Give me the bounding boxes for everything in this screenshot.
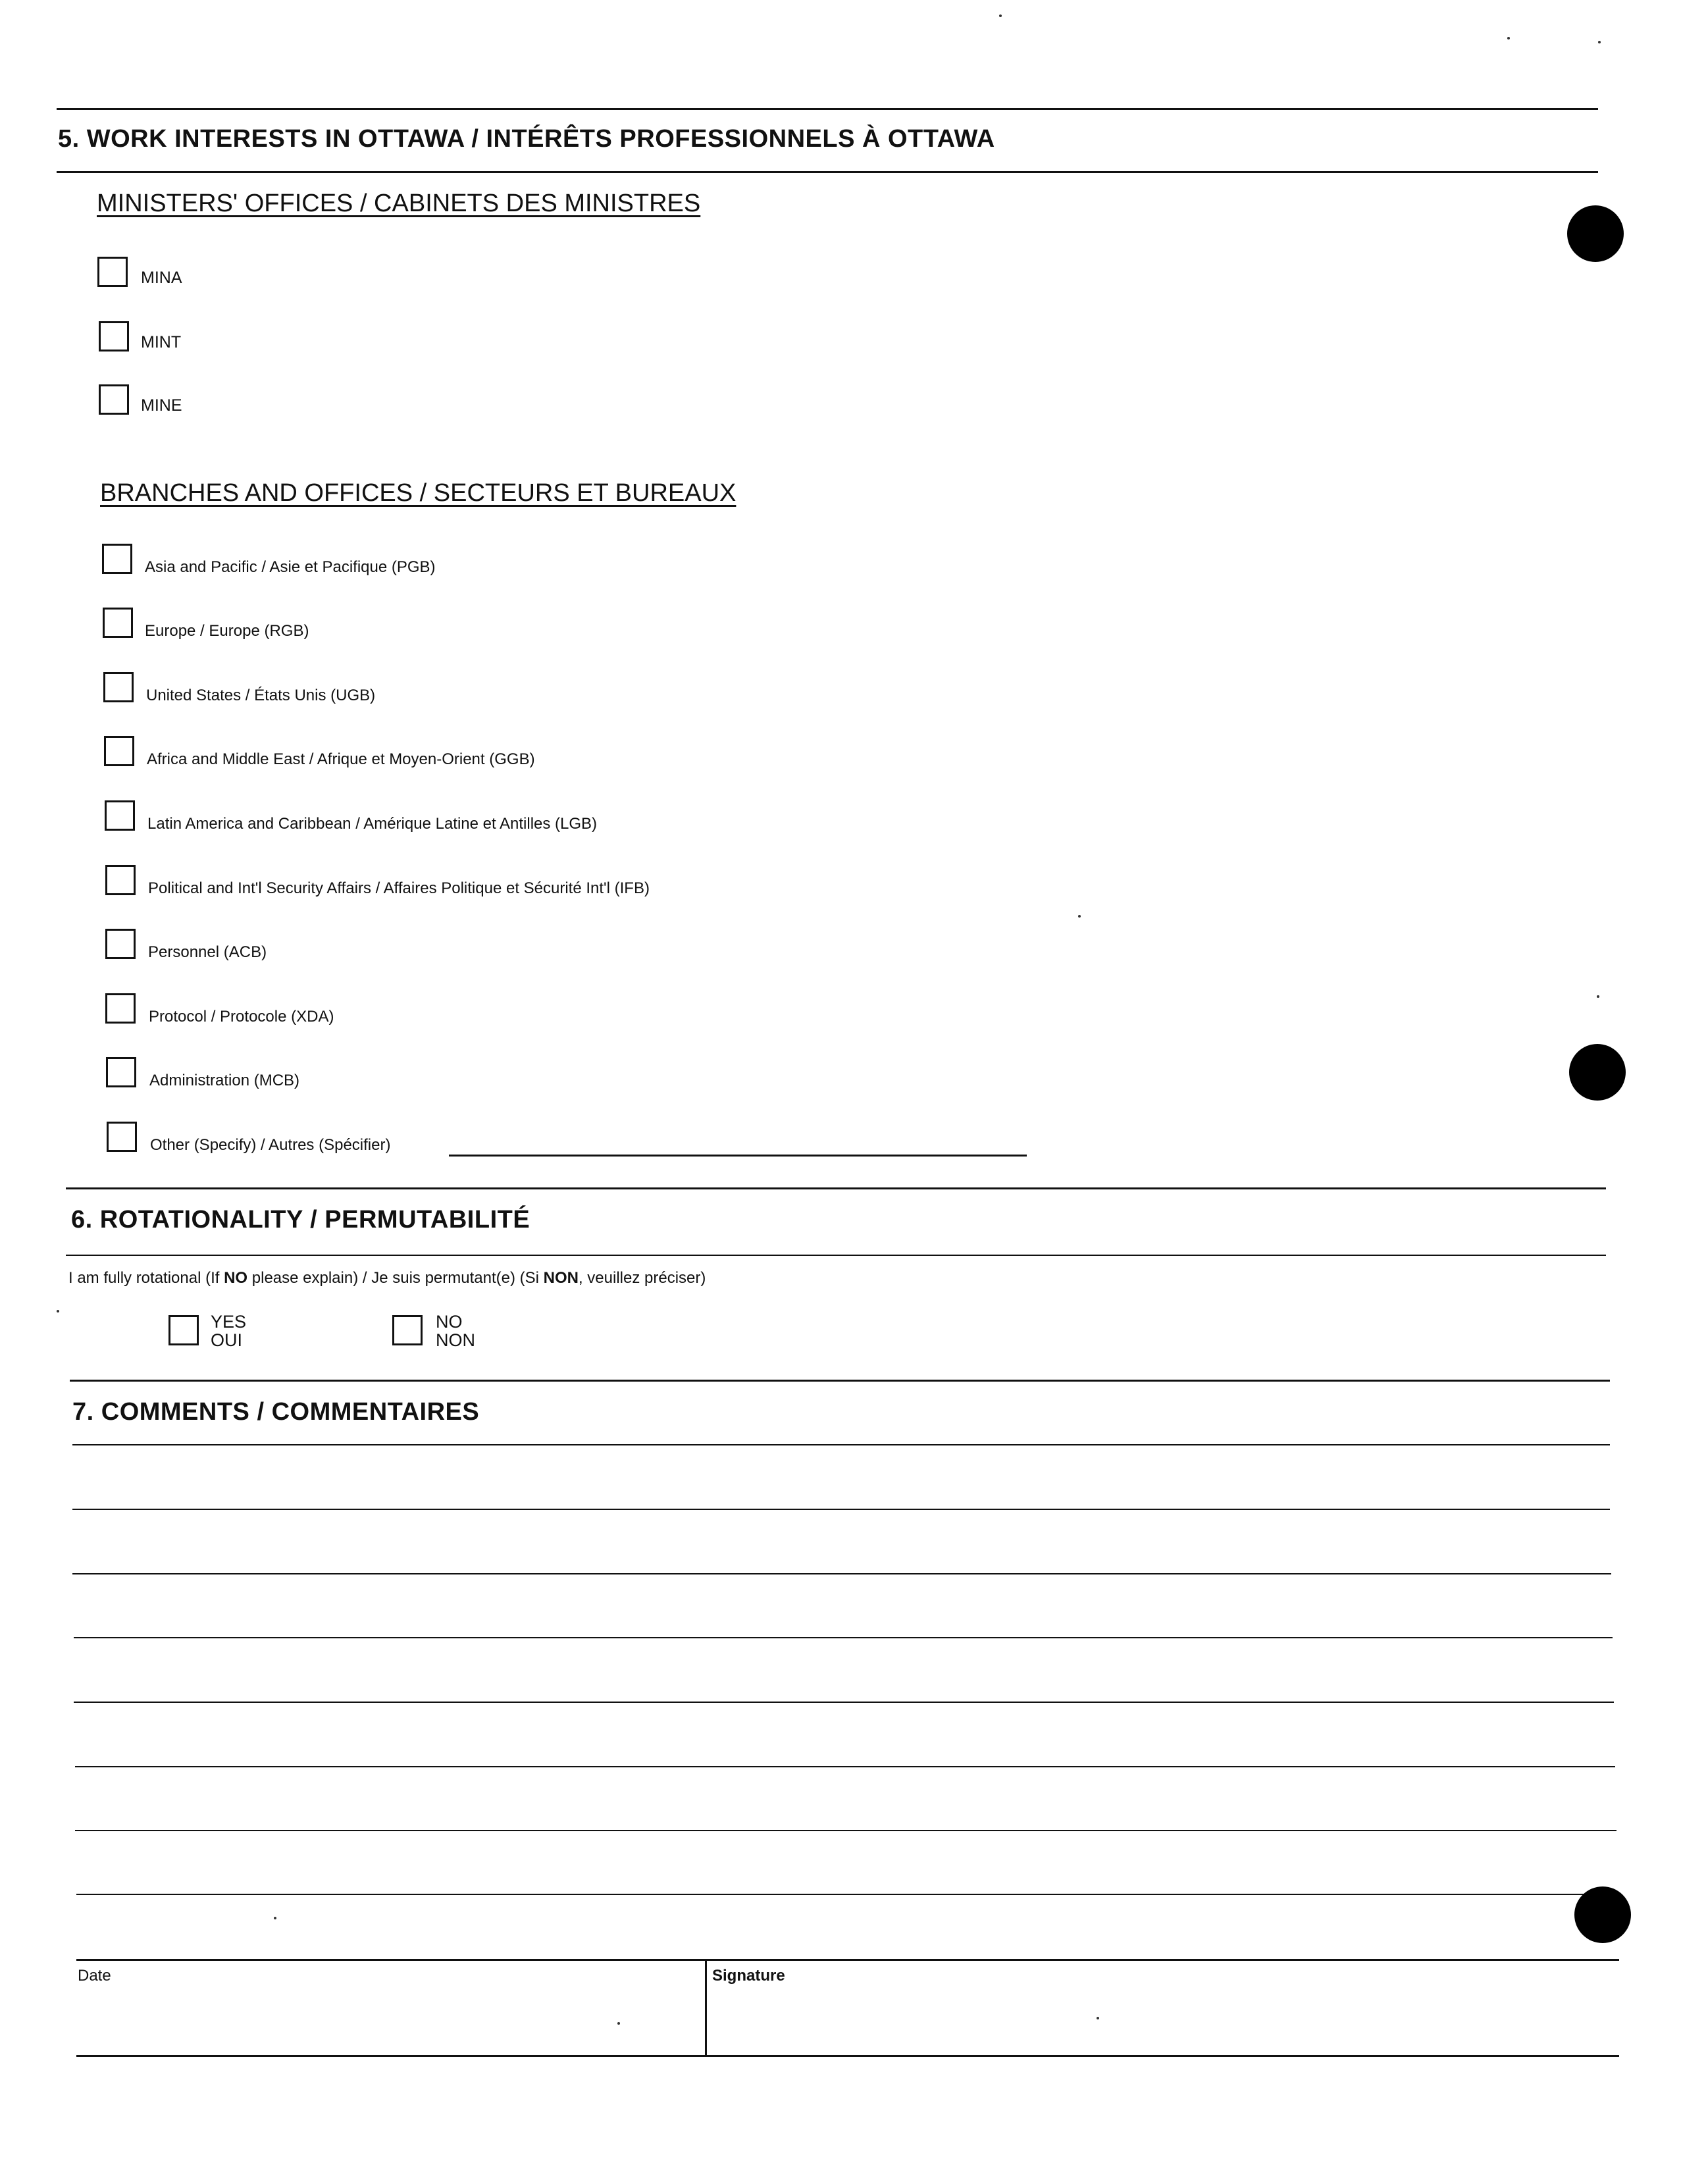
- top-rule: [57, 108, 1598, 110]
- yes-fr: OUI: [211, 1330, 243, 1350]
- mine-checkbox[interactable]: [99, 384, 129, 415]
- ministers-offices-heading: MINISTERS' OFFICES / CABINETS DES MINISTRES: [97, 190, 701, 217]
- punch-hole: [1567, 205, 1624, 262]
- scan-speck: [274, 1917, 276, 1919]
- ifb-checkbox[interactable]: [105, 865, 136, 895]
- footer-divider: [705, 1959, 707, 2056]
- comment-line[interactable]: [72, 1509, 1610, 1510]
- section-5-title: 5. WORK INTERESTS IN OTTAWA / INTÉRÊTS PROFESSIONNELS À OTTAWA: [58, 125, 995, 153]
- scan-speck: [999, 14, 1002, 17]
- ugb-checkbox[interactable]: [103, 672, 134, 702]
- lgb-label: Latin America and Caribbean / Amérique Latine et Antilles (LGB): [147, 815, 598, 833]
- acb-label: Personnel (ACB): [148, 943, 267, 961]
- comment-line[interactable]: [72, 1573, 1611, 1574]
- ggb-label: Africa and Middle East / Afrique et Moyen-Orient (GGB): [147, 750, 535, 768]
- scan-speck: [1078, 915, 1081, 918]
- yes-label: [211, 1313, 246, 1349]
- signature-field[interactable]: [712, 1990, 1614, 2051]
- yes-checkbox[interactable]: [168, 1315, 199, 1345]
- section-7-title: 7. COMMENTS / COMMENTAIRES: [72, 1398, 480, 1426]
- comment-line[interactable]: [76, 1894, 1618, 1895]
- no-label: [436, 1313, 475, 1349]
- statement-non: NON: [543, 1269, 579, 1287]
- rotationality-statement: [68, 1269, 706, 1287]
- mint-checkbox[interactable]: [99, 321, 129, 351]
- no-fr: NON: [436, 1330, 475, 1350]
- statement-part-2: please explain) / Je suis permutant(e) (Si: [247, 1269, 544, 1287]
- xda-label: Protocol / Protocole (XDA): [149, 1008, 334, 1026]
- yes-en: YES: [211, 1312, 247, 1332]
- statement-part-3: , veuillez préciser): [578, 1269, 706, 1287]
- mina-checkbox[interactable]: [97, 257, 128, 287]
- section-6-top-rule: [66, 1187, 1606, 1189]
- pgb-checkbox[interactable]: [102, 544, 132, 574]
- no-checkbox[interactable]: [392, 1315, 423, 1345]
- mina-label: MINA: [141, 269, 182, 287]
- lgb-checkbox[interactable]: [105, 800, 135, 831]
- ugb-label: United States / États Unis (UGB): [146, 687, 376, 704]
- ifb-label: Political and Int'l Security Affairs / Affaires Politique et Sécurité Int'l (IFB): [148, 879, 650, 897]
- comment-line[interactable]: [74, 1637, 1613, 1638]
- mcb-label: Administration (MCB): [149, 1072, 300, 1089]
- no-en: NO: [436, 1312, 463, 1332]
- scan-speck: [1507, 37, 1510, 39]
- ggb-checkbox[interactable]: [104, 736, 134, 766]
- signature-label: Signature: [712, 1967, 785, 1985]
- comment-line[interactable]: [75, 1830, 1616, 1831]
- statement-part-1: I am fully rotational (If: [68, 1269, 224, 1287]
- other-checkbox[interactable]: [107, 1122, 137, 1152]
- section-6-rule: [66, 1255, 1606, 1256]
- mcb-checkbox[interactable]: [106, 1057, 136, 1087]
- other-specify-field[interactable]: [449, 1155, 1027, 1157]
- scan-speck: [57, 1310, 59, 1313]
- date-label: Date: [78, 1967, 111, 1985]
- pgb-label: Asia and Pacific / Asie et Pacifique (PGB): [145, 558, 436, 576]
- scan-speck: [1597, 995, 1599, 998]
- comment-line[interactable]: [75, 1766, 1615, 1767]
- rgb-label: Europe / Europe (RGB): [145, 622, 309, 640]
- statement-no: NO: [224, 1269, 248, 1287]
- date-field[interactable]: [78, 1990, 696, 2051]
- rgb-checkbox[interactable]: [103, 608, 133, 638]
- comment-line[interactable]: [72, 1444, 1610, 1445]
- punch-hole: [1569, 1044, 1626, 1101]
- scan-speck: [1598, 41, 1601, 43]
- xda-checkbox[interactable]: [105, 993, 136, 1024]
- footer-top-rule: [76, 1959, 1619, 1961]
- section-6-title: 6. ROTATIONALITY / PERMUTABILITÉ: [71, 1206, 530, 1234]
- branches-offices-heading: BRANCHES AND OFFICES / SECTEURS ET BUREAUX: [100, 479, 737, 507]
- section-7-top-rule: [70, 1380, 1610, 1382]
- scan-speck: [617, 2022, 620, 2025]
- mine-label: MINE: [141, 396, 182, 415]
- other-label: Other (Specify) / Autres (Spécifier): [150, 1136, 391, 1154]
- comment-line[interactable]: [74, 1702, 1614, 1703]
- acb-checkbox[interactable]: [105, 929, 136, 959]
- mint-label: MINT: [141, 333, 182, 351]
- punch-hole: [1574, 1886, 1631, 1943]
- scan-speck: [1097, 2017, 1099, 2019]
- section-5-rule: [57, 171, 1598, 173]
- footer-bottom-rule: [76, 2055, 1619, 2057]
